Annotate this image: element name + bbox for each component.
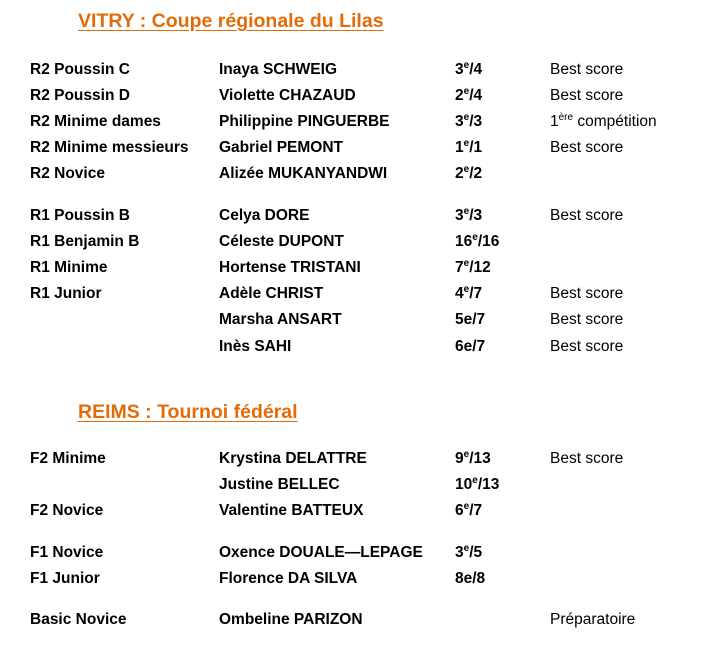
rank-number: 3 (455, 113, 464, 130)
rank-number: 16 (455, 233, 473, 250)
note: Best score (550, 61, 624, 78)
skater-name: Celya DORE (219, 207, 310, 224)
rank (455, 230, 499, 254)
rank-total: /4 (469, 87, 483, 104)
rank-suffix: e (463, 448, 470, 460)
rank-number: 3 (455, 544, 464, 561)
rank-suffix: e (463, 542, 470, 554)
note-prefix: 1 (550, 113, 559, 130)
category-label: R1 Poussin B (30, 207, 130, 224)
rank-number: 4 (455, 285, 464, 302)
rank-total: /16 (477, 233, 500, 250)
result-row (0, 499, 705, 523)
skater-name: Inès SAHI (219, 338, 292, 355)
rank-number: 3 (455, 61, 464, 78)
rank (455, 541, 482, 565)
rank (455, 473, 499, 497)
note: Best score (550, 139, 624, 156)
category-label: R1 Junior (30, 285, 102, 302)
result-row (0, 282, 705, 306)
rank-suffix: e (463, 137, 470, 149)
section-title-vitry: VITRY : Coupe régionale du Lilas (78, 10, 384, 32)
note (550, 110, 657, 134)
skater-name: Justine BELLEC (219, 476, 340, 493)
category-label: R2 Novice (30, 165, 105, 182)
rank-suffix: e (463, 500, 470, 512)
note-text: compétition (573, 113, 657, 130)
rank (455, 308, 485, 332)
rank-total: /2 (469, 165, 483, 182)
rank-number: 9 (455, 450, 464, 467)
rank-total: /12 (469, 259, 491, 276)
rank-total: /7 (469, 285, 483, 302)
rank-suffix: e (472, 231, 478, 243)
rank-number: 8e/8 (455, 570, 486, 587)
rank-total: /7 (469, 502, 483, 519)
category-label: F1 Junior (30, 570, 100, 587)
category-label: R1 Minime (30, 259, 108, 276)
category-label: R2 Minime messieurs (30, 139, 189, 156)
rank (455, 110, 482, 134)
category-label: R1 Benjamin B (30, 233, 140, 250)
category-label: Basic Novice (30, 611, 127, 628)
result-row (0, 447, 705, 471)
result-row (0, 136, 705, 160)
skater-name: Ombeline PARIZON (219, 611, 363, 628)
result-row (0, 230, 705, 254)
rank-suffix: e (463, 163, 470, 175)
skater-name: Krystina DELATTRE (219, 450, 367, 467)
rank-suffix: e (463, 111, 470, 123)
rank (455, 58, 482, 82)
rank-total: /1 (469, 139, 483, 156)
rank-suffix: e (463, 205, 470, 217)
category-label: F2 Novice (30, 502, 104, 519)
note: Best score (550, 450, 624, 467)
category-label: F2 Minime (30, 450, 106, 467)
section-title-reims: REIMS : Tournoi fédéral (78, 401, 298, 423)
result-row (0, 335, 705, 359)
rank-total: /4 (469, 61, 483, 78)
rank (455, 256, 491, 280)
rank-total: /13 (469, 450, 491, 467)
category-label: R2 Poussin C (30, 61, 130, 78)
rank-suffix: e (472, 474, 478, 486)
skater-name: Adèle CHRIST (219, 285, 324, 302)
rank (455, 282, 482, 306)
rank-suffix: e (463, 257, 470, 269)
result-row (0, 84, 705, 108)
category-label: F1 Novice (30, 544, 104, 561)
result-row (0, 58, 705, 82)
rank-suffix: e (463, 283, 470, 295)
result-row (0, 608, 705, 632)
skater-name: Florence DA SILVA (219, 570, 358, 587)
result-row (0, 541, 705, 565)
rank-total: /3 (469, 113, 483, 130)
skater-name: Philippine PINGUERBE (219, 113, 390, 130)
note: Best score (550, 87, 624, 104)
skater-name: Alizée MUKANYANDWI (219, 165, 388, 182)
skater-name: Inaya SCHWEIG (219, 61, 337, 78)
rank-number: 1 (455, 139, 464, 156)
category-label: R2 Minime dames (30, 113, 161, 130)
rank-total: /13 (477, 476, 500, 493)
result-row (0, 162, 705, 186)
skater-name: Valentine BATTEUX (219, 502, 364, 519)
result-row (0, 567, 705, 591)
rank-number: 7 (455, 259, 464, 276)
rank (455, 204, 482, 228)
skater-name: Hortense TRISTANI (219, 259, 361, 276)
note: Best score (550, 338, 624, 355)
skater-name: Oxence DOUALE—LEPAGE (219, 544, 423, 561)
result-row (0, 256, 705, 280)
rank-number: 6e/7 (455, 338, 486, 355)
rank (455, 136, 482, 160)
rank (455, 335, 485, 359)
result-row (0, 110, 705, 134)
note: Best score (550, 311, 624, 328)
result-row (0, 204, 705, 228)
note: Best score (550, 285, 624, 302)
rank-number: 6 (455, 502, 464, 519)
rank-number: 3 (455, 207, 464, 224)
rank (455, 84, 482, 108)
skater-name: Gabriel PEMONT (219, 139, 344, 156)
rank (455, 162, 482, 186)
note: Préparatoire (550, 611, 636, 628)
rank-total: /3 (469, 207, 483, 224)
rank (455, 499, 482, 523)
note: Best score (550, 207, 624, 224)
rank-suffix: e (463, 59, 470, 71)
skater-name: Céleste DUPONT (219, 233, 344, 250)
skater-name: Violette CHAZAUD (219, 87, 356, 104)
rank (455, 567, 485, 591)
note-suffix: ère (558, 111, 574, 123)
rank-total: /5 (469, 544, 483, 561)
category-label: R2 Poussin D (30, 87, 130, 104)
rank-number: 2 (455, 165, 464, 182)
rank (455, 447, 491, 471)
rank-suffix: e (463, 85, 470, 97)
result-row (0, 308, 705, 332)
rank-number: 2 (455, 87, 464, 104)
rank-number: 5e/7 (455, 311, 486, 328)
result-row (0, 473, 705, 497)
rank-number: 10 (455, 476, 473, 493)
skater-name: Marsha ANSART (219, 311, 342, 328)
